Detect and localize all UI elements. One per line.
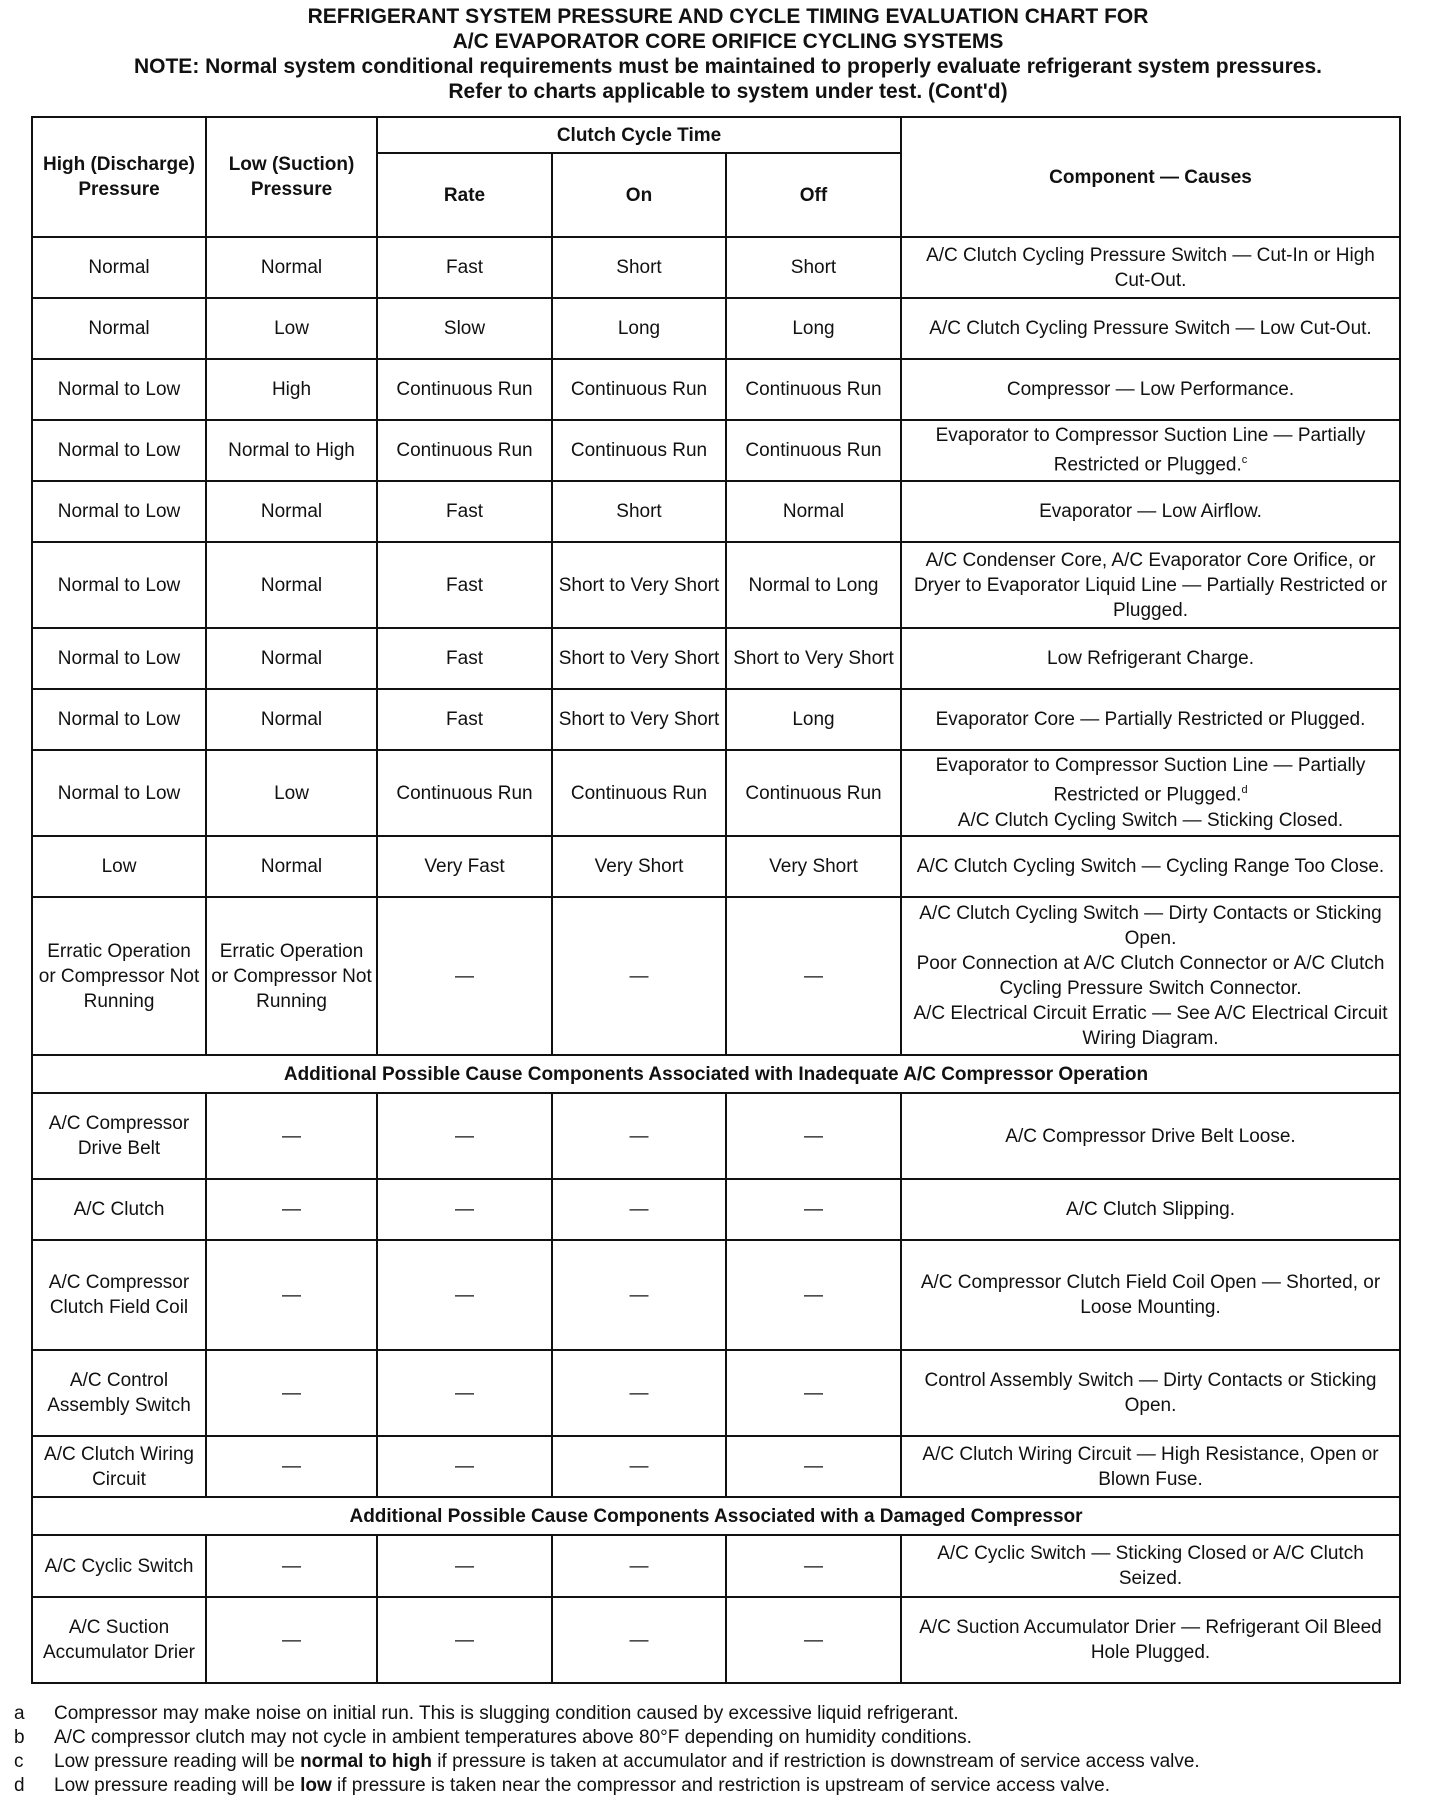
footnote [14,1702,1444,1726]
low-pressure-cell: Low [206,750,377,836]
dash-cell: — [552,1436,726,1497]
on-cell: Continuous Run [552,359,726,420]
high-pressure-cell: Normal to Low [32,689,206,750]
on-cell: Long [552,298,726,359]
cause-cell: A/C Suction Accumulator Drier — Refrigerant Oil Bleed Hole Plugged. [901,1597,1400,1683]
dash-cell: — [206,1597,377,1683]
component-cell: A/C Compressor Clutch Field Coil [32,1240,206,1350]
header-high-pressure: High (Discharge) Pressure [32,117,206,237]
on-cell: Short to Very Short [552,689,726,750]
footnote-text-pre: Compressor may make noise on initial run. This is slugging condition caused by excessive liquid refrigerant. [54,1703,959,1724]
rate-cell: Fast [377,481,552,542]
footnote-label: c [14,1751,24,1772]
low-pressure-cell: Normal [206,628,377,689]
cause-cell: Compressor — Low Performance. [901,359,1400,420]
header-on: On [552,153,726,237]
dash-cell: — [377,1240,552,1350]
table-row [32,628,1400,689]
rate-cell: Continuous Run [377,750,552,836]
rate-cell: Fast [377,237,552,298]
cause-cell [901,750,1400,836]
footnote-label: b [14,1727,25,1748]
chart-title [0,4,1456,104]
dash-cell: — [726,1535,901,1597]
cause-cell: A/C Clutch Cycling Pressure Switch — Cut-In or High Cut-Out. [901,237,1400,298]
dash-cell: — [552,1179,726,1240]
rate-cell: Very Fast [377,836,552,897]
on-cell: Continuous Run [552,750,726,836]
header-clutch-cycle-time: Clutch Cycle Time [377,117,901,153]
component-cell: A/C Clutch [32,1179,206,1240]
low-pressure-cell: Normal [206,836,377,897]
cause-text: A/C Electrical Circuit Erratic — See A/C Electrical Circuit Wiring Diagram. [913,1003,1388,1049]
cause-cell: A/C Compressor Drive Belt Loose. [901,1093,1400,1179]
footnote [14,1726,1444,1750]
component-cell: A/C Cyclic Switch [32,1535,206,1597]
cause-cell: Evaporator Core — Partially Restricted or Plugged. [901,689,1400,750]
footnote-text-pre: A/C compressor clutch may not cycle in ambient temperatures above 80°F depending on humidity conditions. [54,1727,972,1748]
dash-cell: — [726,1436,901,1497]
title-line-1: REFRIGERANT SYSTEM PRESSURE AND CYCLE TIMING EVALUATION CHART FOR [307,5,1149,28]
footnote-text-post: if pressure is taken at accumulator and if restriction is downstream of service access valve. [432,1751,1200,1772]
cause-text: Evaporator to Compressor Suction Line — Partially Restricted or Plugged. [935,425,1366,476]
on-cell: Short [552,481,726,542]
rate-cell: Slow [377,298,552,359]
dash-cell: — [726,1093,901,1179]
on-cell: Short to Very Short [552,542,726,628]
footnote-text-pre: Low pressure reading will be [54,1775,301,1796]
rate-cell: Continuous Run [377,420,552,481]
high-pressure-cell: Normal to Low [32,420,206,481]
table-row [32,1535,1400,1597]
component-cell: A/C Control Assembly Switch [32,1350,206,1436]
rate-cell: Fast [377,689,552,750]
high-pressure-cell: Low [32,836,206,897]
section-title: Additional Possible Cause Components Associated with a Damaged Compressor [32,1497,1400,1535]
dash-cell: — [377,1597,552,1683]
on-cell: Short [552,237,726,298]
table-row [32,237,1400,298]
cause-cell: A/C Compressor Clutch Field Coil Open — Shorted, or Loose Mounting. [901,1240,1400,1350]
cause-cell: Control Assembly Switch — Dirty Contacts or Sticking Open. [901,1350,1400,1436]
rate-cell: Fast [377,542,552,628]
section-title: Additional Possible Cause Components Associated with Inadequate A/C Compressor Operation [32,1055,1400,1093]
table-row [32,836,1400,897]
table-row [32,298,1400,359]
high-pressure-cell: Normal [32,298,206,359]
footnote-ref: d [1241,784,1248,797]
cause-cell: A/C Clutch Slipping. [901,1179,1400,1240]
table-row [32,1240,1400,1350]
cause-cell [901,420,1400,481]
dash-cell: — [377,1179,552,1240]
table-row [32,481,1400,542]
table-row [32,1093,1400,1179]
header-component-causes: Component — Causes [901,117,1400,237]
dash-cell: — [552,1240,726,1350]
footnotes [14,1702,1444,1798]
footnote-text-bold: normal to high [300,1751,433,1772]
off-cell: Continuous Run [726,420,901,481]
table-row [32,1597,1400,1683]
dash-cell: — [726,1350,901,1436]
off-cell: Short [726,237,901,298]
table-row [32,420,1400,481]
table-row [32,897,1400,1055]
footnote-ref: c [1241,454,1248,467]
off-cell: Normal to Long [726,542,901,628]
high-pressure-cell: Normal to Low [32,481,206,542]
cause-cell: A/C Clutch Cycling Switch — Cycling Range Too Close. [901,836,1400,897]
table-row [32,689,1400,750]
dash-cell: — [206,1436,377,1497]
dash-cell: — [206,1350,377,1436]
dash-cell: — [552,1350,726,1436]
cause-text: Poor Connection at A/C Clutch Connector or A/C Clutch Cycling Pressure Switch Connector. [916,953,1385,999]
dash-cell: — [552,1597,726,1683]
cause-cell: A/C Cyclic Switch — Sticking Closed or A/C Clutch Seized. [901,1535,1400,1597]
off-cell: Long [726,689,901,750]
dash-cell: — [726,1179,901,1240]
cause-cell: Low Refrigerant Charge. [901,628,1400,689]
dash-cell: — [726,1240,901,1350]
dash-cell: — [206,1179,377,1240]
low-pressure-cell: Erratic Operation or Compressor Not Running [206,897,377,1055]
component-cell: A/C Clutch Wiring Circuit [32,1436,206,1497]
high-pressure-cell: Erratic Operation or Compressor Not Running [32,897,206,1055]
header-rate: Rate [377,153,552,237]
off-cell: — [726,897,901,1055]
dash-cell: — [377,1350,552,1436]
cause-cell: A/C Clutch Cycling Pressure Switch — Low Cut-Out. [901,298,1400,359]
cause-cell: A/C Clutch Wiring Circuit — High Resistance, Open or Blown Fuse. [901,1436,1400,1497]
cause-cell [901,897,1400,1055]
dash-cell: — [377,1535,552,1597]
high-pressure-cell: Normal [32,237,206,298]
low-pressure-cell: Normal [206,481,377,542]
high-pressure-cell: Normal to Low [32,628,206,689]
off-cell: Continuous Run [726,359,901,420]
cause-text: A/C Clutch Cycling Switch — Sticking Closed. [957,809,1344,831]
on-cell: Continuous Run [552,420,726,481]
section-header-row [32,1497,1400,1535]
dash-cell: — [206,1535,377,1597]
high-pressure-cell: Normal to Low [32,359,206,420]
dash-cell: — [552,1535,726,1597]
off-cell: Short to Very Short [726,628,901,689]
cause-text: Evaporator to Compressor Suction Line — Partially Restricted or Plugged. [935,755,1366,806]
footnote [14,1774,1444,1798]
off-cell: Long [726,298,901,359]
dash-cell: — [206,1240,377,1350]
low-pressure-cell: Normal to High [206,420,377,481]
footnote-label: a [14,1703,25,1724]
table-row [32,542,1400,628]
off-cell: Continuous Run [726,750,901,836]
footnote-text-bold: low [300,1775,332,1796]
title-line-4: Refer to charts applicable to system under test. (Cont'd) [448,80,1008,103]
high-pressure-cell: Normal to Low [32,750,206,836]
table-row [32,750,1400,836]
dash-cell: — [377,1436,552,1497]
evaluation-table [31,116,1401,1684]
footnote-text [54,1750,1200,1774]
dash-cell: — [726,1597,901,1683]
low-pressure-cell: High [206,359,377,420]
on-cell: Very Short [552,836,726,897]
on-cell: Short to Very Short [552,628,726,689]
cause-cell: A/C Condenser Core, A/C Evaporator Core Orifice, or Dryer to Evaporator Liquid Line — Partially Restricted or Plugged. [901,542,1400,628]
dash-cell: — [552,1093,726,1179]
cause-text: A/C Clutch Cycling Switch — Dirty Contacts or Sticking Open. [919,903,1382,949]
low-pressure-cell: Normal [206,689,377,750]
cause-cell: Evaporator — Low Airflow. [901,481,1400,542]
footnote-label: d [14,1775,25,1796]
component-cell: A/C Compressor Drive Belt [32,1093,206,1179]
low-pressure-cell: Normal [206,237,377,298]
off-cell: Very Short [726,836,901,897]
rate-cell: — [377,897,552,1055]
component-cell: A/C Suction Accumulator Drier [32,1597,206,1683]
title-line-3: NOTE: Normal system conditional requirements must be maintained to properly evaluate refrigerant system pressures. [133,55,1323,78]
on-cell: — [552,897,726,1055]
dash-cell: — [206,1093,377,1179]
footnote-text [54,1774,1110,1798]
footnote-text-post: if pressure is taken near the compressor and restriction is upstream of service access valve. [331,1775,1111,1796]
table-row [32,1436,1400,1497]
footnote [14,1750,1444,1774]
footnote-text-pre: Low pressure reading will be [54,1751,301,1772]
rate-cell: Continuous Run [377,359,552,420]
footnote-text [54,1726,972,1750]
title-line-2: A/C EVAPORATOR CORE ORIFICE CYCLING SYSTEMS [452,30,1004,53]
low-pressure-cell: Normal [206,542,377,628]
header-off: Off [726,153,901,237]
section-header-row [32,1055,1400,1093]
table-row [32,359,1400,420]
table-row [32,1179,1400,1240]
rate-cell: Fast [377,628,552,689]
off-cell: Normal [726,481,901,542]
high-pressure-cell: Normal to Low [32,542,206,628]
dash-cell: — [377,1093,552,1179]
low-pressure-cell: Low [206,298,377,359]
table-row [32,1350,1400,1436]
footnote-text [54,1702,959,1726]
header-low-pressure: Low (Suction) Pressure [206,117,377,237]
